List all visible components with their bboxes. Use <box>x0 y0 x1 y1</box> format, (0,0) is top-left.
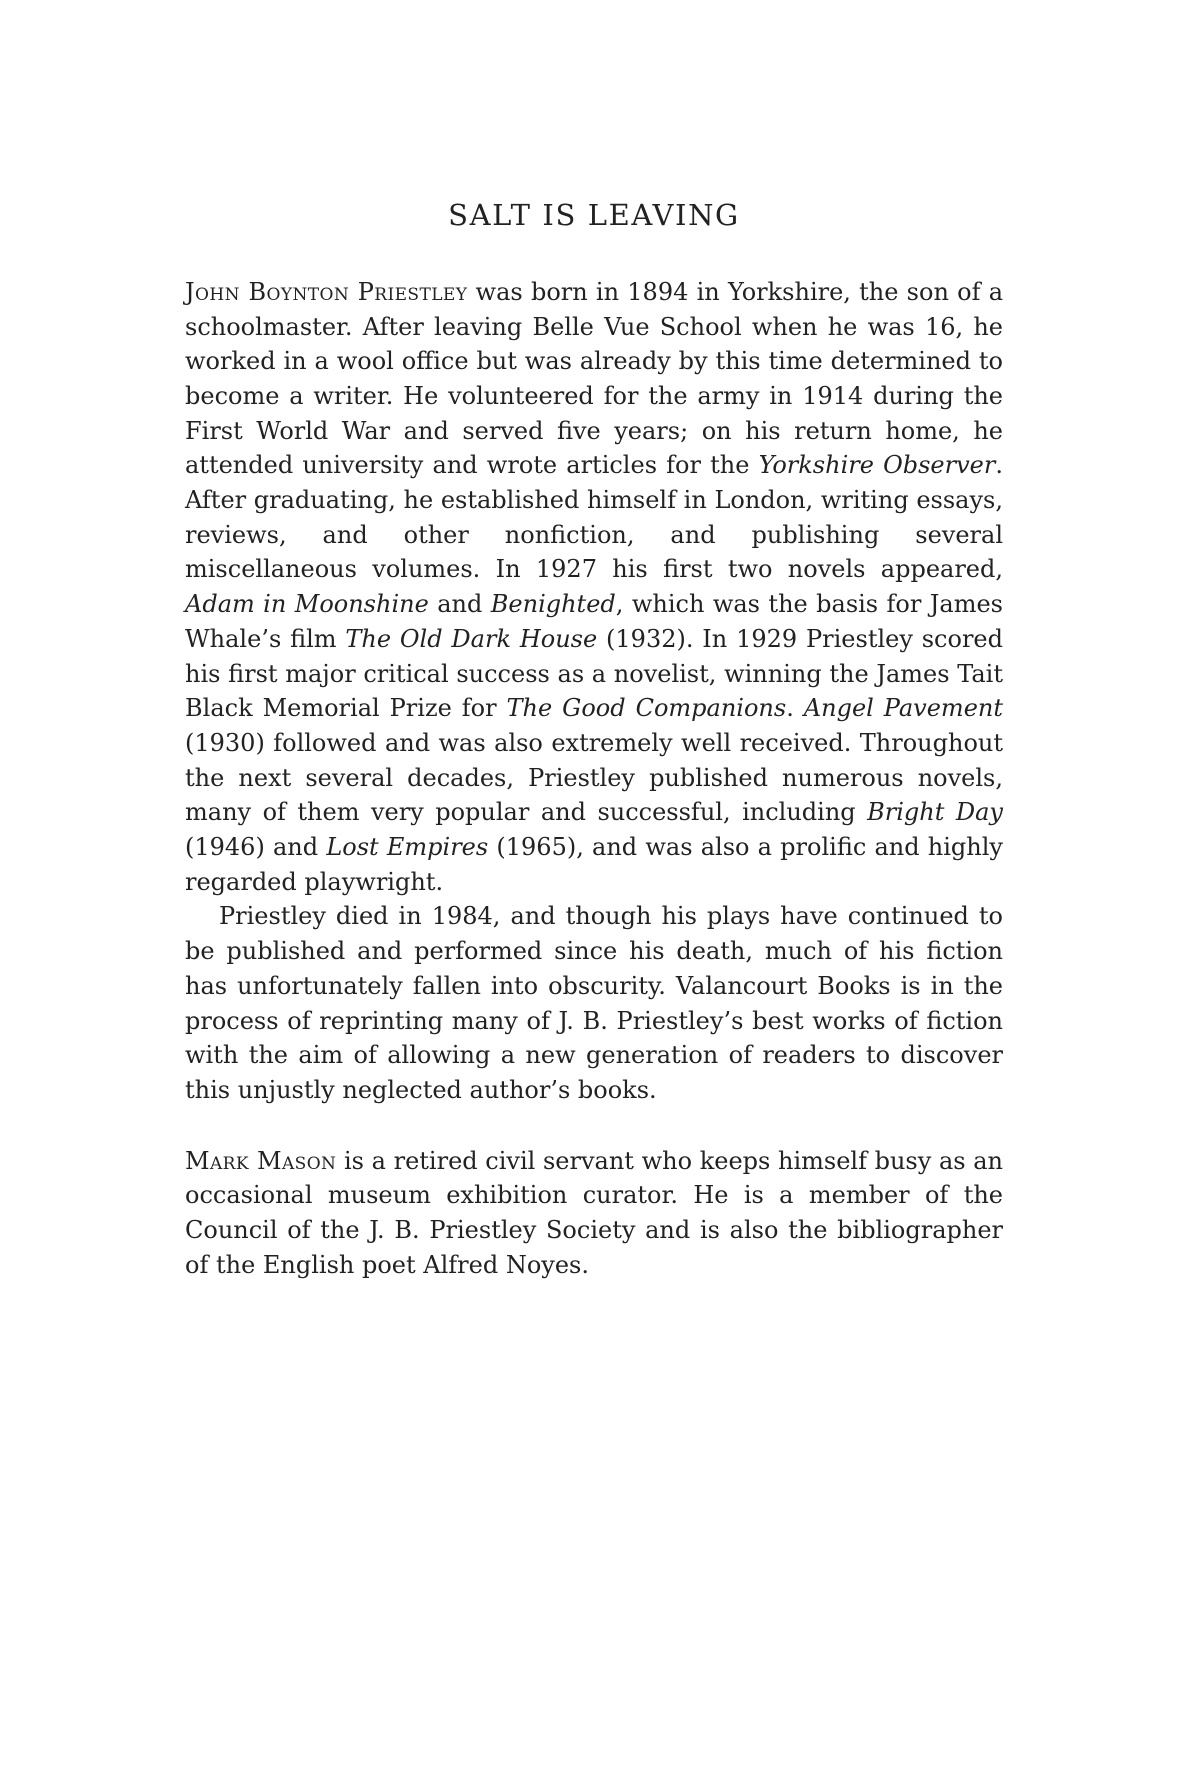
bio-text: was born in 1894 in Yorkshire, the son of a schoolmaster. After leaving Belle Vue School when he was 16, he worked in a wool office but was already by this time determined to become a writer. He volunteered for the army in 1914 during the First World War and served five years; on his return home, he attended university and wrote articles for the <box>185 277 1004 480</box>
editor-bio-paragraph <box>185 1144 1003 1283</box>
bio-text: (1946) and <box>185 833 327 862</box>
publication-title: Yorkshire Observer <box>758 451 996 480</box>
novel-title: Angel Pavement <box>803 694 1003 723</box>
bio-text: (1930) followed and was also extremely well received. Throughout the next several decades, Priestley published numerous novels, many of them very popular and successful, including <box>185 728 1003 827</box>
bio-text: . <box>786 694 804 723</box>
priestley-legacy-paragraph: Priestley died in 1984, and though his plays have continued to be published and performed since his death, much of his fiction has unfortunately fallen into obscurity. Valancourt Books is in the process of reprinting many of J. B. Priestley’s best works of fiction with the aim of allowing a new generation of readers to discover this unjustly neglected author’s books. <box>185 902 1003 1104</box>
bio-text: is a retired civil servant who keeps himself busy as an occasional museum exhibition curator. He is a member of the Council of the J. B. Priestley Society and is also the bibliographer of the English poet Alfred Noyes. <box>185 1146 1004 1279</box>
author-name: John Boynton Priestley <box>185 277 468 306</box>
bio-text: , which was the basis for James Whale’s film <box>185 590 1003 653</box>
novel-title: Adam in Moonshine <box>185 590 429 619</box>
bio-text: and <box>428 590 491 619</box>
bio-text: (1932). In 1929 Priestley scored his first major critical success as a novelist, winning the James Tait Black Memorial Prize for <box>185 624 1003 723</box>
page-content <box>185 198 1003 1282</box>
novel-title: The Good Companions <box>506 694 787 723</box>
page-title: SALT IS LEAVING <box>448 198 740 232</box>
bio-text: . After graduating, he established himself in London, writing essays, reviews, and other nonfiction, and publishing several miscellaneous volumes. In 1927 his first two novels appeared, <box>185 451 1003 584</box>
film-title: The Old Dark House <box>345 624 598 653</box>
bio-text: (1965), and was also a prolific and highly regarded playwright. <box>185 833 1003 896</box>
novel-title: Lost Empires <box>326 833 489 862</box>
priestley-bio-paragraph <box>185 275 1003 900</box>
novel-title: Benighted <box>490 590 616 619</box>
novel-title: Bright Day <box>867 798 1003 827</box>
editor-name: Mark Mason <box>185 1146 337 1175</box>
